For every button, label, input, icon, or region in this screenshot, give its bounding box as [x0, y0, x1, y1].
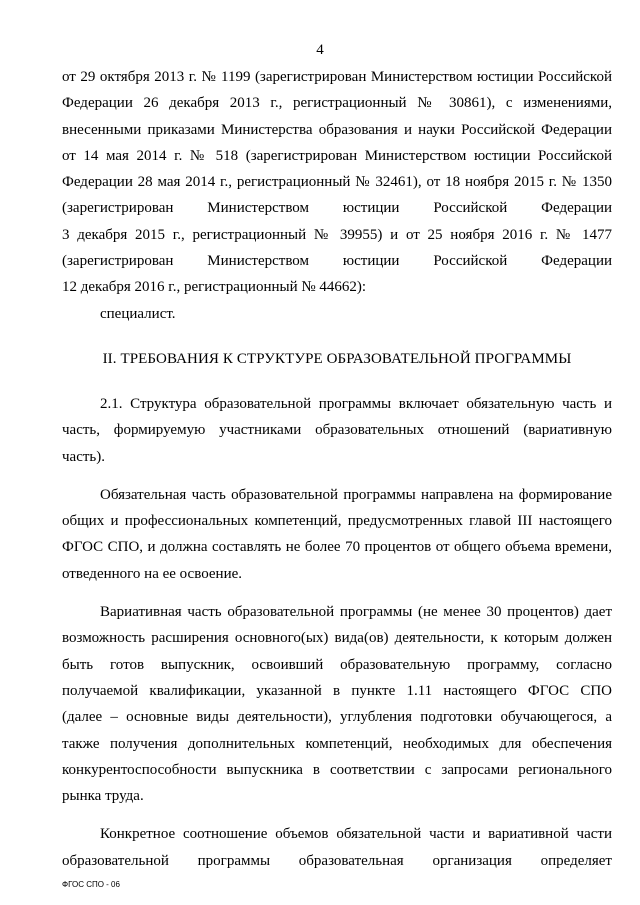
text-line: (далее – основные виды деятельности), углубления подготовки обучающегося, а [62, 709, 612, 726]
paragraph-ratio [62, 821, 612, 874]
section-heading: II. ТРЕБОВАНИЯ К СТРУКТУРЕ ОБРАЗОВАТЕЛЬНОЙ ПРОГРАММЫ [102, 350, 572, 367]
text-line: возможность расширения основного(ых) вида(ов) деятельности, к которым должен [62, 630, 612, 647]
paragraph-variable-part [62, 599, 612, 809]
text-line: часть, формируемую участниками образовательных отношений (вариативную [62, 422, 612, 439]
text-line: 12 декабря 2016 г., регистрационный № 44662): [62, 279, 367, 296]
text-line: отведенного на ее освоение. [62, 565, 242, 582]
text-line: рынка труда. [62, 788, 144, 805]
text-line: Федерации 28 мая 2014 г., регистрационный № 32461), от 18 ноября 2015 г. № 1350 [62, 174, 612, 191]
text-line: Вариативная часть образовательной программы (не менее 30 процентов) дает [100, 604, 612, 621]
text-line: общих и профессиональных компетенций, предусмотренных главой III настоящего [62, 513, 612, 530]
page-number: 4 [316, 42, 324, 58]
paragraph-2-1 [62, 391, 612, 470]
text-line: внесенными приказами Министерства образования и науки Российской Федерации [62, 121, 612, 138]
text-line: ФГОС СПО, и должна составлять не более 70 процентов от общего объема времени, [62, 539, 612, 556]
paragraph-mandatory-part [62, 482, 612, 587]
text-line: быть готов выпускник, освоивший образовательную программу, согласно [62, 656, 612, 673]
text-line: 2.1. Структура образовательной программы включает обязательную часть и [100, 395, 612, 412]
specialist-line: специалист. [100, 305, 176, 322]
text-line: 3 декабря 2015 г., регистрационный № 39955) и от 25 ноября 2016 г. № 1477 [62, 226, 612, 243]
document-body [62, 64, 612, 874]
text-line: также получения дополнительных компетенций, необходимых для обеспечения [62, 735, 612, 752]
text-line: от 29 октября 2013 г. № 1199 (зарегистрирован Министерством юстиции Российской [62, 69, 612, 85]
text-line: (зарегистрирован Министерством юстиции Российской Федерации [62, 253, 612, 270]
text-line: (зарегистрирован Министерством юстиции Российской Федерации [62, 200, 612, 217]
text-line: образовательной программы образовательная организация определяет [62, 852, 612, 869]
text-line: Федерации 26 декабря 2013 г., регистрационный № 30861), с изменениями, [62, 95, 612, 112]
text-line: конкурентоспособности выпускника в соответствии с запросами регионального [62, 761, 612, 778]
text-line: получаемой квалификации, указанной в пункте 1.11 настоящего ФГОС СПО [62, 682, 612, 699]
text-line: часть). [62, 448, 106, 465]
text-line: от 14 мая 2014 г. № 518 (зарегистрирован Министерством юстиции Российской [62, 147, 612, 164]
text-line: Конкретное соотношение объемов обязательной части и вариативной части [100, 826, 612, 843]
footer-code: ФГОС СПО - 06 [62, 880, 120, 889]
paragraph-continuation [62, 64, 612, 301]
text-line: Обязательная часть образовательной программы направлена на формирование [100, 486, 612, 503]
